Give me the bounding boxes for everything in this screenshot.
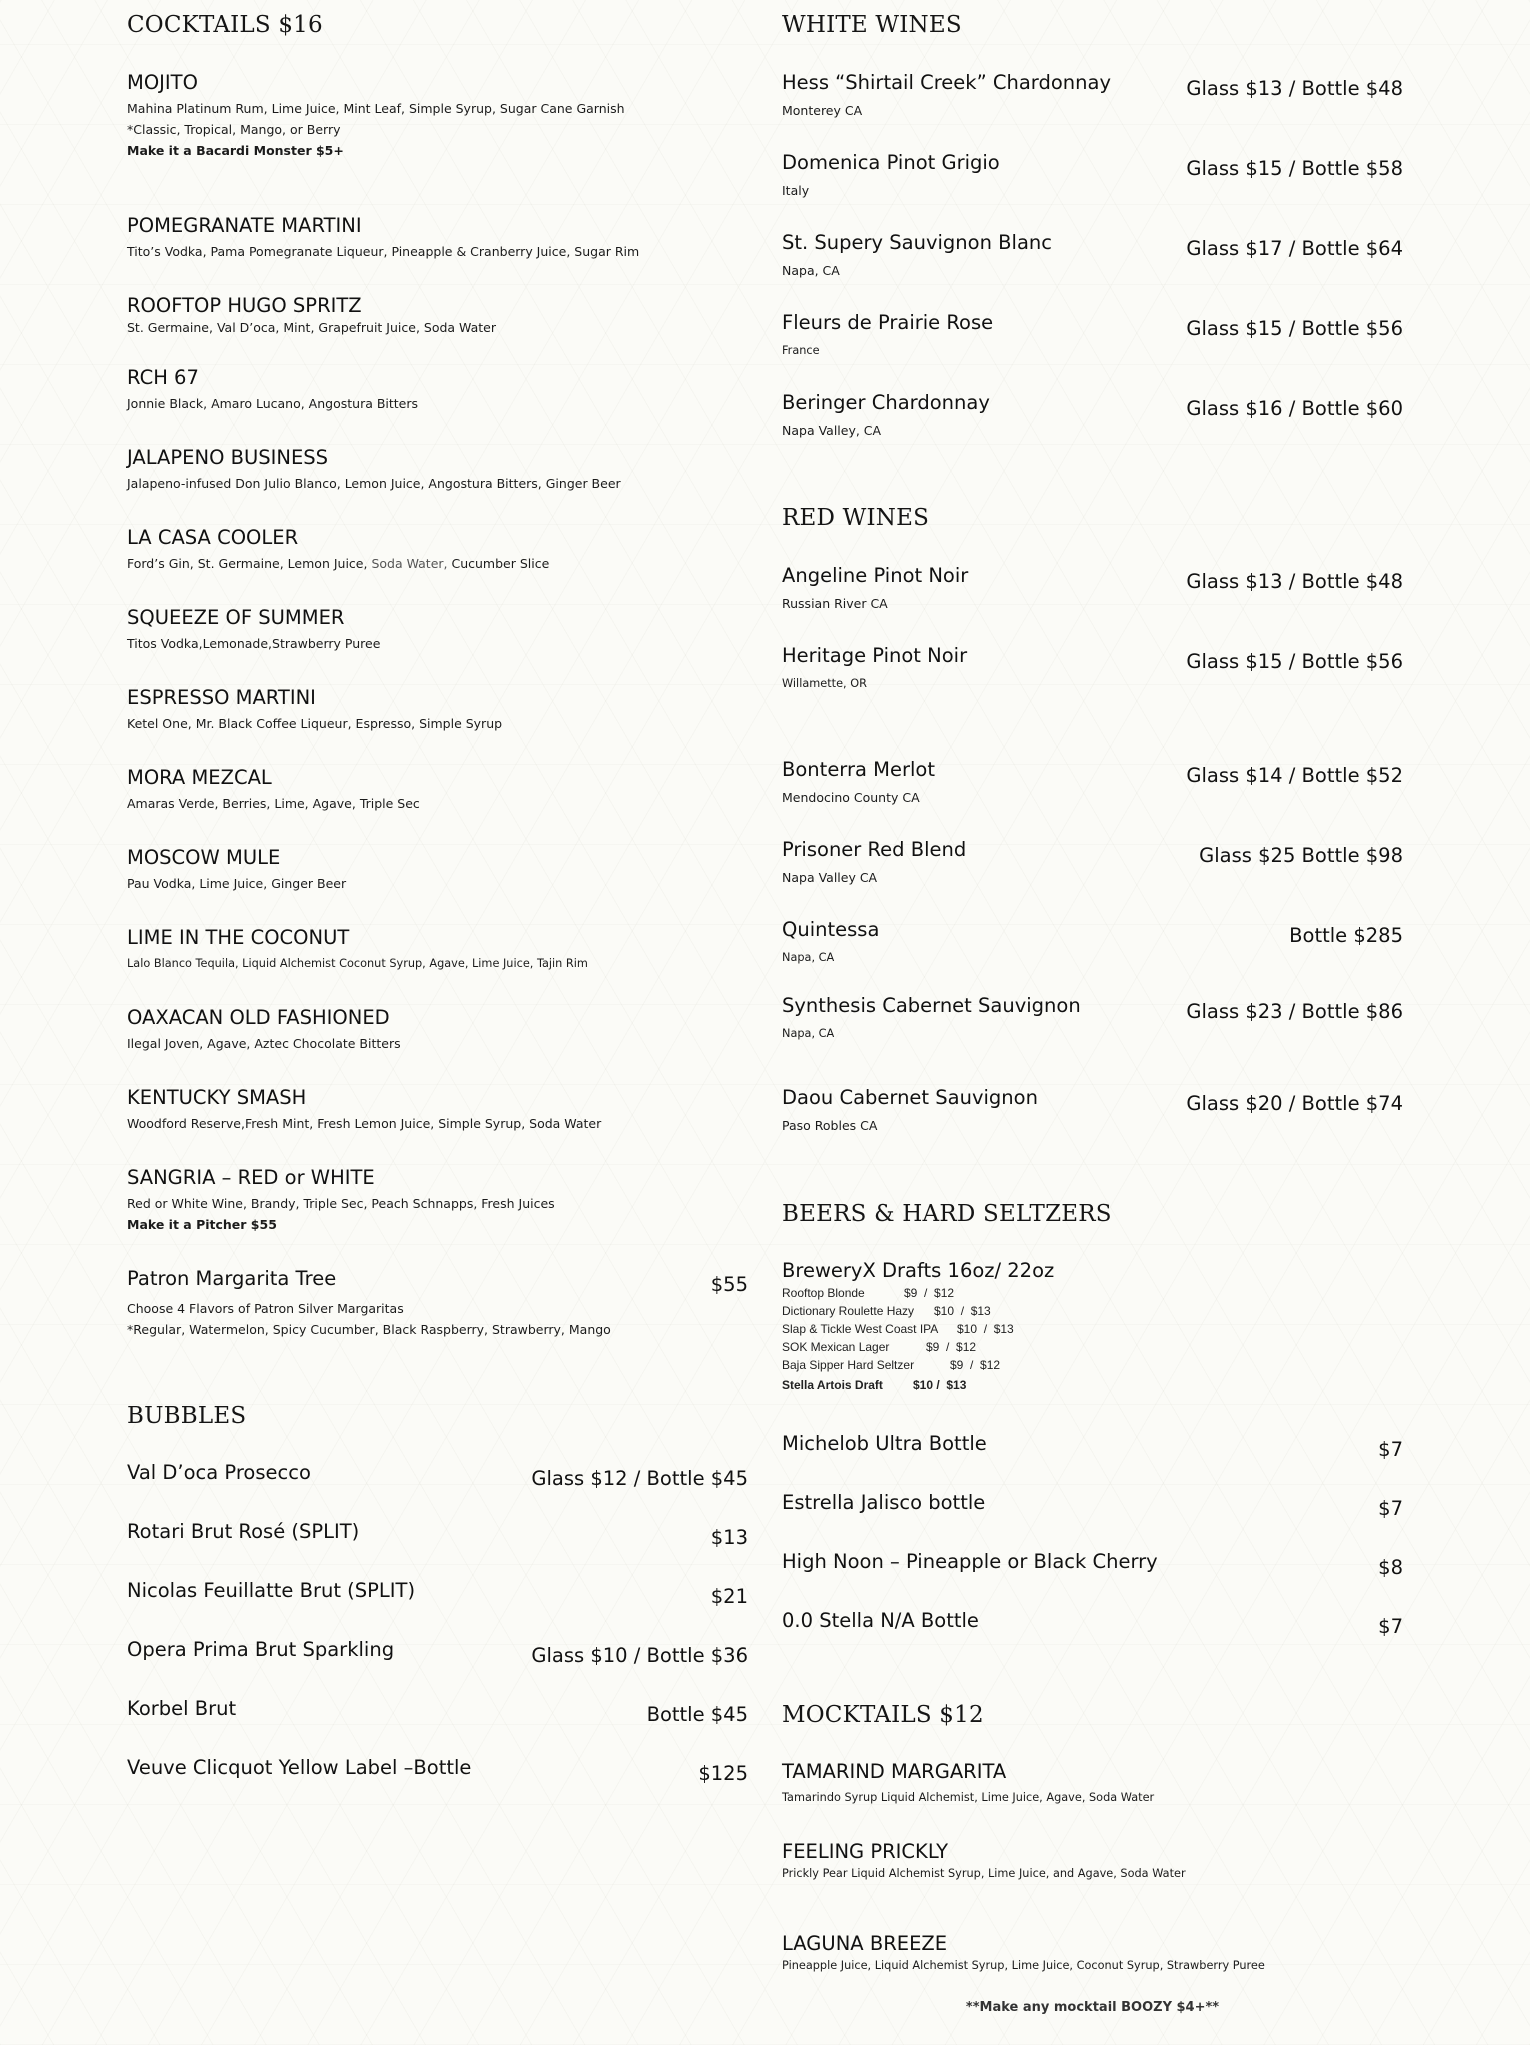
wine-price: Glass $13 / Bottle $48 [1186,570,1403,593]
draft-price-16oz: $9 [950,1358,964,1372]
wine-origin: Russian River CA [782,596,888,611]
wine-name: Hess “Shirtail Creek” Chardonnay [782,71,1111,94]
cocktail-name: MOJITO [127,71,198,94]
wine-origin: Napa, CA [782,263,840,278]
wine-item [782,644,1403,694]
cocktail-price: $55 [710,1273,748,1296]
bubbles-price: Glass $12 / Bottle $45 [531,1467,748,1490]
wine-item [782,1086,1403,1136]
bubbles-name: Opera Prima Brut Sparkling [127,1638,395,1661]
cocktail-item [127,526,748,574]
cocktail-description: Choose 4 Flavors of Patron Silver Margaritas [127,1301,404,1316]
wine-item [782,311,1403,361]
description-part: Cucumber Slice [447,556,550,571]
draft-price-22oz: $12 [956,1340,977,1354]
wine-origin: Monterey CA [782,103,863,118]
cocktail-description: Woodford Reserve,Fresh Mint, Fresh Lemon Juice, Simple Syrup, Soda Water [127,1116,602,1131]
wine-item [782,391,1403,441]
description-part: Ford’s Gin, St. Germaine, Lemon Juice, [127,556,372,571]
draft-name: SOK Mexican Lager [782,1340,890,1354]
mocktail-description: Pineapple Juice, Liquid Alchemist Syrup, Lime Juice, Coconut Syrup, Strawberry Puree [782,1959,1265,1972]
wine-item [782,838,1403,888]
drafts-block [782,1259,1403,1394]
wine-name: Prisoner Red Blend [782,838,967,861]
bubbles-price: Glass $10 / Bottle $36 [531,1644,748,1667]
beer-price: $7 [1378,1438,1403,1461]
cocktail-name: SANGRIA – RED or WHITE [127,1166,375,1189]
cocktail-item [127,606,748,654]
cocktail-name: POMEGRANATE MARTINI [127,214,362,237]
bubbles-name: Korbel Brut [127,1697,237,1720]
wine-origin: Napa, CA [782,1027,835,1040]
beer-item [782,1491,1403,1520]
cocktail-name: RCH 67 [127,366,199,389]
white-wines-heading: WHITE WINES [782,12,962,38]
cocktail-description: Lalo Blanco Tequila, Liquid Alchemist Coconut Syrup, Agave, Lime Juice, Tajin Rim [127,957,588,970]
wine-item [782,231,1403,281]
wine-name: Synthesis Cabernet Sauvignon [782,994,1081,1017]
bubbles-heading: BUBBLES [127,1403,247,1429]
bubbles-name: Val D’oca Prosecco [127,1461,311,1484]
bubbles-price: $21 [710,1585,748,1608]
bubbles-item [127,1579,748,1608]
wine-origin: Paso Robles CA [782,1118,878,1133]
wine-price: Glass $15 / Bottle $58 [1186,157,1403,180]
wine-price: Glass $20 / Bottle $74 [1186,1092,1403,1115]
cocktails-heading: COCKTAILS $16 [127,12,323,38]
wine-price: Glass $13 / Bottle $48 [1186,77,1403,100]
bubbles-price: $125 [698,1762,748,1785]
beer-name: Estrella Jalisco bottle [782,1491,986,1514]
mocktail-boozy-note: **Make any mocktail BOOZY $4+** [965,2000,1220,2015]
wine-price: Glass $15 / Bottle $56 [1186,650,1403,673]
wine-name: Angeline Pinot Noir [782,564,969,587]
wine-origin: Willamette, OR [782,677,867,690]
wine-item [782,994,1403,1044]
cocktail-name: MORA MEZCAL [127,766,272,789]
cocktail-item [127,766,748,814]
wine-price: Glass $15 / Bottle $56 [1186,317,1403,340]
cocktail-item [127,446,748,494]
wine-origin: Napa, CA [782,951,835,964]
wine-origin: France [782,344,820,357]
draft-price-16oz: $10 [913,1378,934,1392]
bubbles-name: Veuve Clicquot Yellow Label –Bottle [127,1756,472,1779]
wine-name: Fleurs de Prairie Rose [782,311,994,334]
cocktail-name: JALAPENO BUSINESS [127,446,329,469]
wine-name: Bonterra Merlot [782,758,935,781]
beer-price: $7 [1378,1497,1403,1520]
cocktail-description: Red or White Wine, Brandy, Triple Sec, Peach Schnapps, Fresh Juices [127,1196,555,1211]
cocktail-description: Jalapeno-infused Don Julio Blanco, Lemon Juice, Angostura Bitters, Ginger Beer [127,476,621,491]
cocktail-item [127,686,748,734]
draft-price-16oz: $9 [904,1286,918,1300]
wine-origin: Mendocino County CA [782,790,920,805]
cocktail-item [127,1006,748,1054]
wine-price: Glass $23 / Bottle $86 [1186,1000,1403,1023]
beers-heading: BEERS & HARD SELTZERS [782,1201,1112,1227]
cocktail-description: Tito’s Vodka, Pama Pomegranate Liqueur, Pineapple & Cranberry Juice, Sugar Rim [127,244,640,259]
mocktail-name: LAGUNA BREEZE [782,1932,948,1955]
bubbles-price: $13 [710,1526,748,1549]
cocktail-name: LIME IN THE COCONUT [127,926,350,949]
wine-origin: Napa Valley CA [782,870,878,885]
mocktail-name: FEELING PRICKLY [782,1840,949,1863]
wine-price: Glass $14 / Bottle $52 [1186,764,1403,787]
cocktail-item [127,366,748,414]
wine-item [782,758,1403,808]
bubbles-name: Rotari Brut Rosé (SPLIT) [127,1520,360,1543]
wine-price: Glass $16 / Bottle $60 [1186,397,1403,420]
cocktail-upgrade: Make it a Pitcher $55 [127,1217,277,1232]
draft-price-22oz: $12 [934,1286,955,1300]
beer-name: 0.0 Stella N/A Bottle [782,1609,979,1632]
wine-name: Daou Cabernet Sauvignon [782,1086,1038,1109]
cocktail-name: SQUEEZE OF SUMMER [127,606,345,629]
cocktail-description: Ketel One, Mr. Black Coffee Liqueur, Espresso, Simple Syrup [127,716,503,731]
draft-name: Dictionary Roulette Hazy [782,1304,915,1318]
cocktail-item [127,71,748,161]
cocktail-description: *Classic, Tropical, Mango, or Berry [127,122,341,137]
cocktail-name: ROOFTOP HUGO SPRITZ [127,294,362,317]
cocktail-description: Jonnie Black, Amaro Lucano, Angostura Bitters [127,396,419,411]
wine-origin: Napa Valley, CA [782,423,882,438]
beer-price: $7 [1378,1615,1403,1638]
bubbles-item [127,1520,748,1549]
wine-item [782,564,1403,614]
mocktail-item [782,1760,1403,1808]
red-wines-heading: RED WINES [782,505,930,531]
draft-row: Rooftop Blonde $9 / $12 [782,1286,955,1300]
wine-name: Quintessa [782,918,880,941]
draft-price-16oz: $10 [934,1304,955,1318]
cocktail-description: St. Germaine, Val D’oca, Mint, Grapefruit Juice, Soda Water [127,320,497,335]
bubbles-name: Nicolas Feuillatte Brut (SPLIT) [127,1579,416,1602]
beer-item [782,1609,1403,1638]
wine-item [782,151,1403,201]
cocktail-description: Amaras Verde, Berries, Lime, Agave, Triple Sec [127,796,420,811]
bubbles-item [127,1638,748,1667]
draft-name: Slap & Tickle West Coast IPA [782,1322,939,1336]
bubbles-item [127,1756,748,1785]
beer-name: Michelob Ultra Bottle [782,1432,987,1455]
cocktail-item [127,214,748,262]
mocktail-description: Tamarindo Syrup Liquid Alchemist, Lime Juice, Agave, Soda Water [782,1791,1155,1804]
cocktail-description: Ilegal Joven, Agave, Aztec Chocolate Bitters [127,1036,401,1051]
wine-name: Beringer Chardonnay [782,391,990,414]
mocktail-description: Prickly Pear Liquid Alchemist Syrup, Lime Juice, and Agave, Soda Water [782,1867,1186,1880]
cocktail-upgrade: Make it a Bacardi Monster $5+ [127,143,344,158]
bubbles-item [127,1461,748,1490]
description-part-muted: Soda Water, [371,556,448,571]
cocktail-description: *Regular, Watermelon, Spicy Cucumber, Black Raspberry, Strawberry, Mango [127,1322,611,1337]
draft-row: Slap & Tickle West Coast IPA $10 / $13 [782,1322,1014,1336]
cocktail-item [127,846,748,894]
draft-name: Baja Sipper Hard Seltzer [782,1358,915,1372]
wine-name: St. Supery Sauvignon Blanc [782,231,1052,254]
draft-row: Dictionary Roulette Hazy $10 / $13 [782,1304,991,1318]
cocktail-name: LA CASA COOLER [127,526,299,549]
bubbles-price: Bottle $45 [646,1703,748,1726]
cocktail-name: OAXACAN OLD FASHIONED [127,1006,390,1029]
cocktail-item [127,926,748,974]
cocktail-description: Titos Vodka,Lemonade,Strawberry Puree [127,636,381,651]
cocktail-name: ESPRESSO MARTINI [127,686,316,709]
wine-price: Glass $25 Bottle $98 [1199,844,1403,867]
beer-item [782,1432,1403,1461]
bubbles-item [127,1697,748,1726]
wine-name: Domenica Pinot Grigio [782,151,1000,174]
wine-item [782,918,1403,968]
draft-row: Baja Sipper Hard Seltzer $9 / $12 [782,1358,1001,1372]
drafts-title: BreweryX Drafts 16oz/ 22oz [782,1259,1055,1282]
mocktail-item [782,1840,1403,1884]
cocktail-item [127,1086,748,1134]
draft-price-22oz: $12 [980,1358,1001,1372]
draft-name: Rooftop Blonde [782,1286,865,1300]
draft-row: Stella Artois Draft $10 / $13 [782,1378,967,1392]
wine-price: Glass $17 / Bottle $64 [1186,237,1403,260]
draft-name: Stella Artois Draft [782,1378,883,1392]
beer-name: High Noon – Pineapple or Black Cherry [782,1550,1158,1573]
draft-price-22oz: $13 [946,1378,967,1392]
draft-price-22oz: $13 [993,1322,1014,1336]
mocktail-item [782,1932,1403,1976]
cocktail-description [127,553,748,574]
beer-price: $8 [1378,1556,1403,1579]
mocktail-name: TAMARIND MARGARITA [782,1760,1007,1783]
wine-origin: Italy [782,183,810,198]
beer-item [782,1550,1403,1579]
wine-price: Bottle $285 [1289,924,1403,947]
draft-price-22oz: $13 [970,1304,991,1318]
cocktail-name: KENTUCKY SMASH [127,1086,307,1109]
draft-price-16oz: $10 [957,1322,978,1336]
draft-row: SOK Mexican Lager $9 / $12 [782,1340,977,1354]
cocktail-name: Patron Margarita Tree [127,1267,337,1290]
wine-item [782,71,1403,121]
cocktail-name: MOSCOW MULE [127,846,281,869]
cocktail-description: Mahina Platinum Rum, Lime Juice, Mint Leaf, Simple Syrup, Sugar Cane Garnish [127,101,625,116]
wine-name: Heritage Pinot Noir [782,644,968,667]
cocktail-description: Pau Vodka, Lime Juice, Ginger Beer [127,876,347,891]
cocktail-item [127,294,748,338]
draft-price-16oz: $9 [926,1340,940,1354]
cocktail-item [127,1166,748,1235]
mocktails-heading: MOCKTAILS $12 [782,1702,984,1728]
cocktail-item [127,1267,748,1340]
